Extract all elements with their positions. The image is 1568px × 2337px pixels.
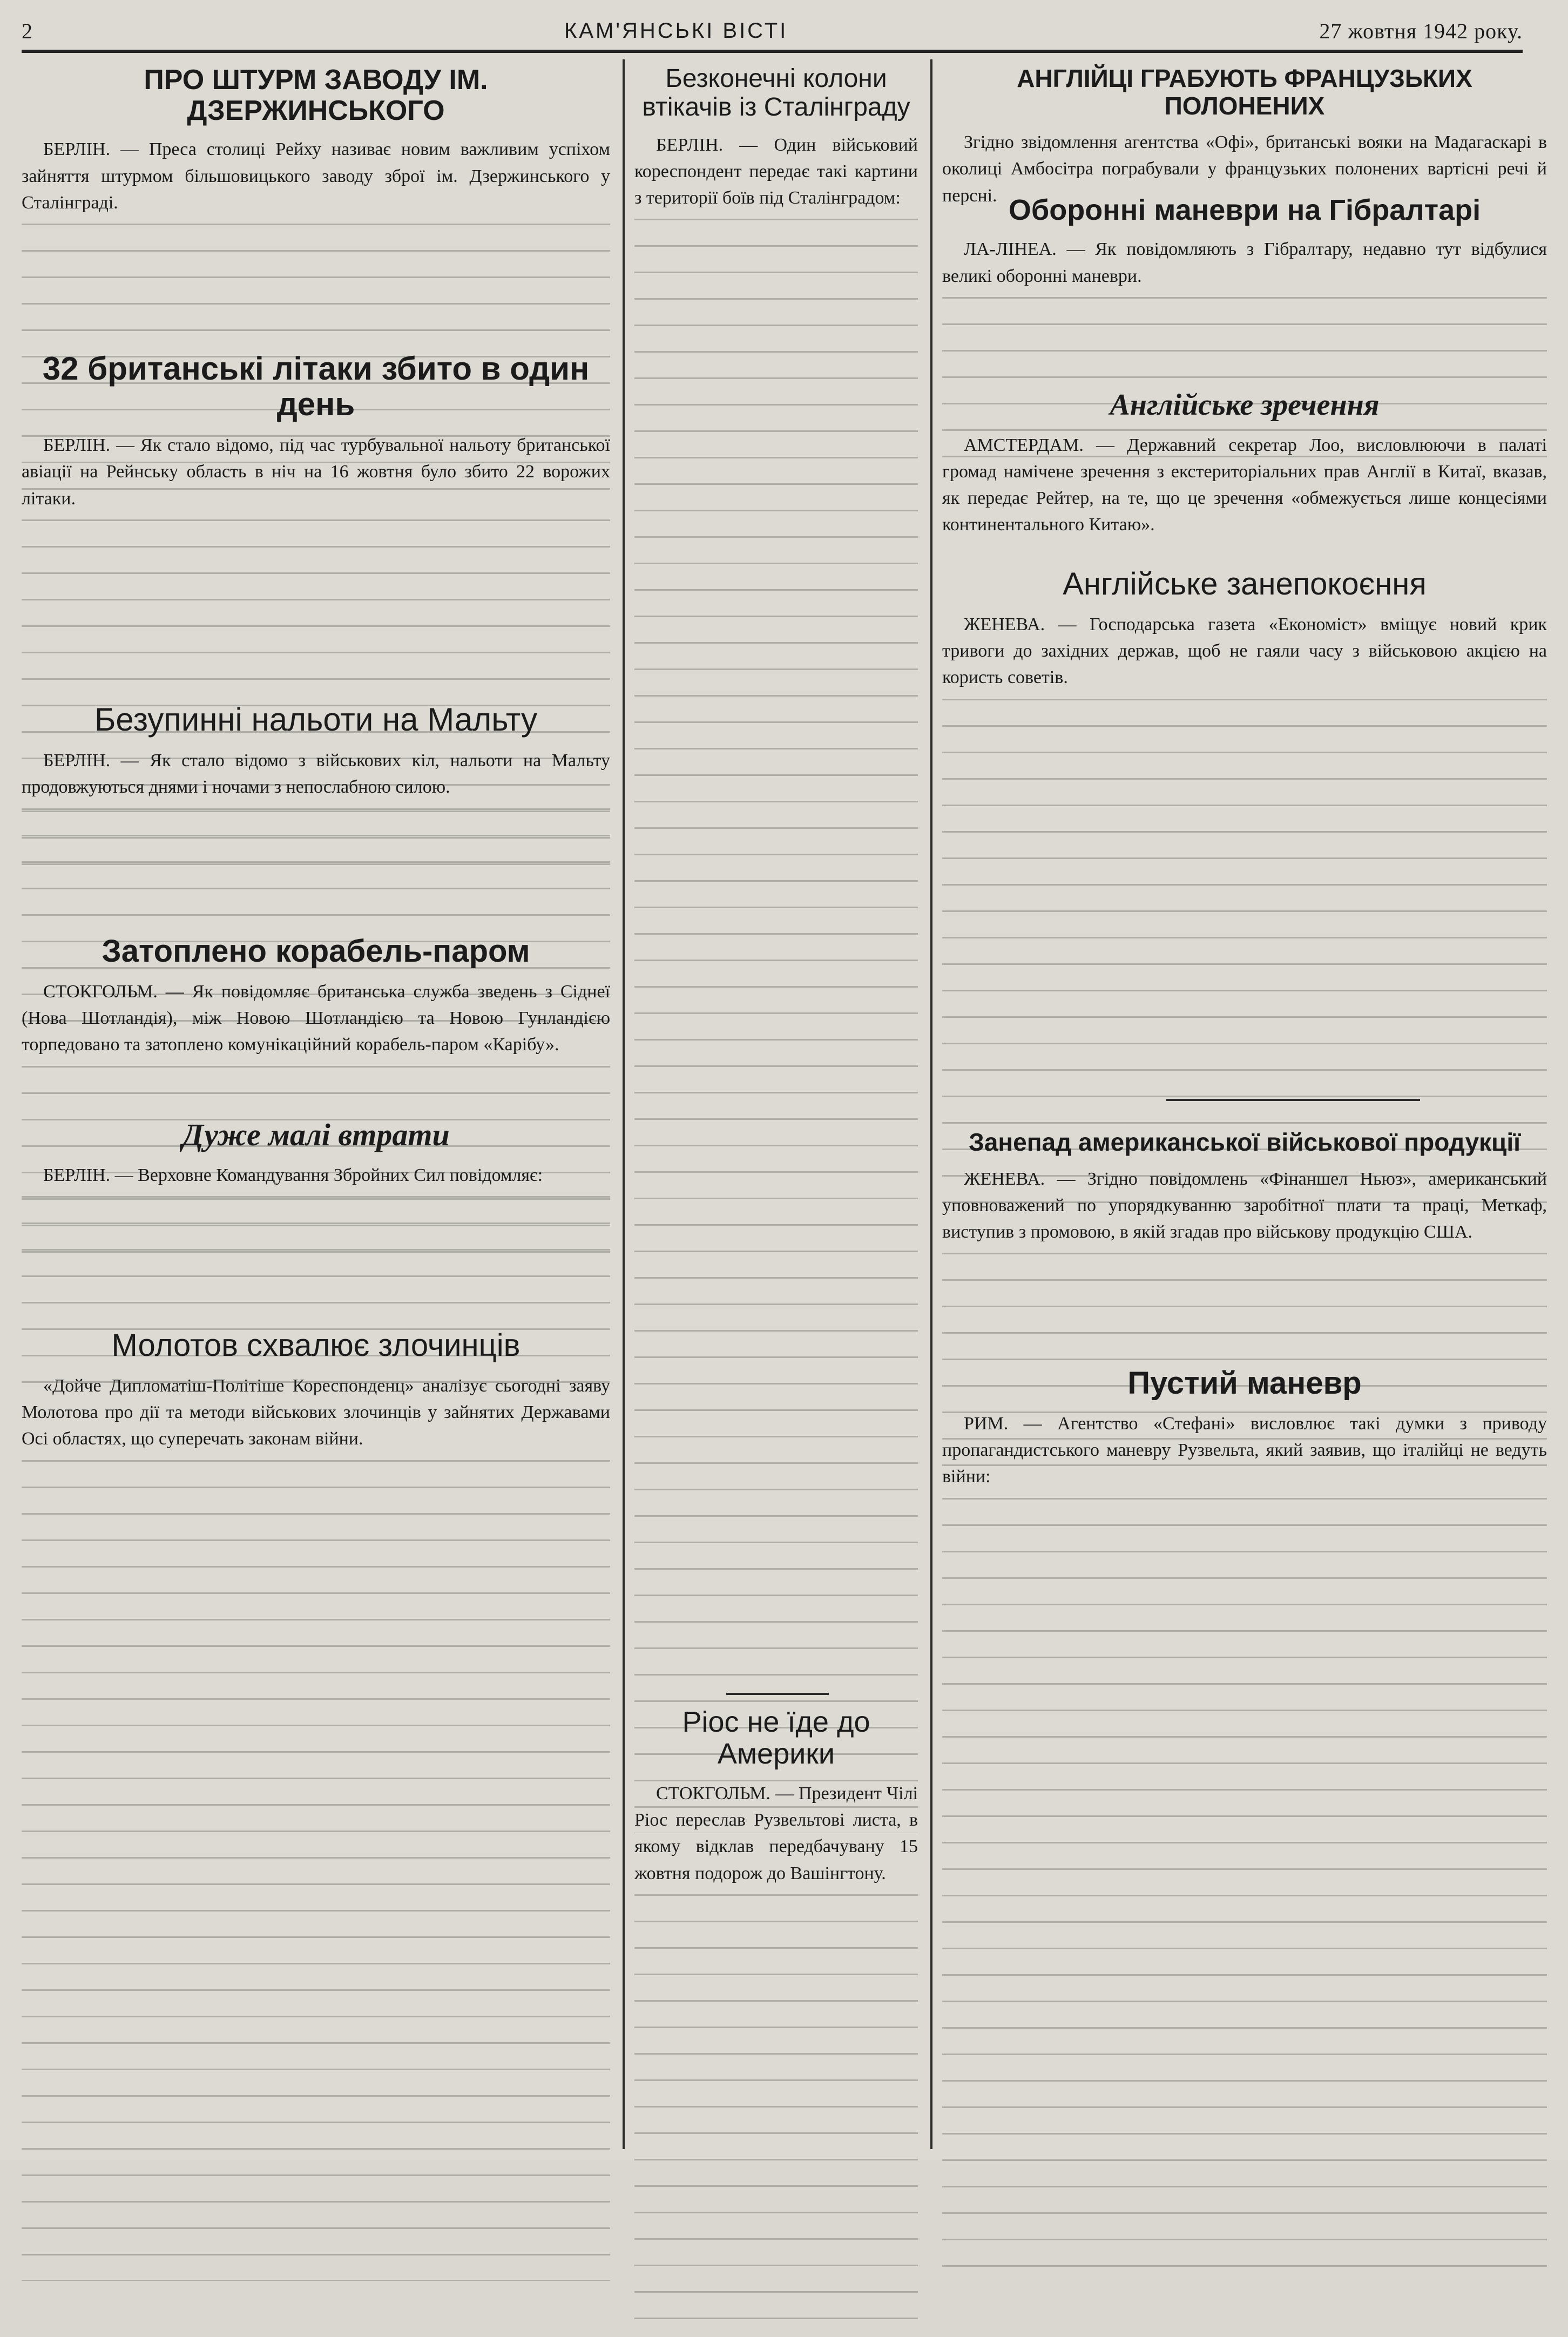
newspaper-title: КАМ'ЯНСЬКІ ВІСТІ xyxy=(564,18,788,43)
text-body-molotov xyxy=(22,1460,610,2281)
lede-anxiety: ЖЕНЕВА. — Господарська газета «Економіст» вміщує новий крик тривоги до західних держав, щоб не гаяли часу з військовою акцією на користь советів. xyxy=(942,614,1547,688)
lede-gibraltar: ЛА-ЛІНЕА. — Як повідомляють з Гібралтару, недавно тут відбулися великі оборонні маневри. xyxy=(942,239,1547,286)
column-rule-2 xyxy=(930,59,932,2149)
headline-dzerzhinsky: ПРО ШТУРМ ЗАВОДУ ІМ. ДЗЕРЖИНСЬКОГО xyxy=(144,64,488,127)
article-english-rob xyxy=(942,64,1547,206)
article-molotov xyxy=(22,1328,610,2149)
masthead xyxy=(22,12,1523,53)
headline-anxiety: Англійське занепокоєння xyxy=(1063,566,1427,602)
article-stalingrad-columns xyxy=(634,65,918,1679)
lede-empty-maneuver: РИМ. — Агентство «Стефані» висловлює такі думки з приводу пропагандистського маневру Рузвельта, який заявив, що італійці не ведуть війни: xyxy=(942,1413,1547,1487)
headline-small-losses: Дуже малі втрати xyxy=(182,1117,450,1152)
lede-rios: СТОКГОЛЬМ. — Президент Чілі Ріос переслав Рузвельтові листа, в якому відклав передбачувану 15 жовтня подорож до Вашінгтону. xyxy=(634,1783,918,1883)
column-rule-1 xyxy=(623,59,625,2149)
lede-small-losses: БЕРЛІН. — Верховне Командування Збройних Сил повідомляє: xyxy=(43,1165,543,1185)
lede-molotov: «Дойче Дипломатіш-Політіше Кореспонденц» аналізує сьогодні заяву Молотова про дії та методи військових злочинців у зайнятих Державами Осі областях, що суперечать законам війни. xyxy=(22,1375,610,1449)
headline-ferry: Затоплено корабель-паром xyxy=(102,934,530,969)
lede-english-rob: Згідно звідомлення агентства «Офі», британські вояки на Мадагаскарі в околиці Амбосітра пограбували у французьких полонених вартісні речі й персні. xyxy=(942,132,1547,206)
article-us-production xyxy=(942,1129,1547,1366)
article-renunciation xyxy=(942,389,1547,567)
article-rios xyxy=(634,1706,918,2149)
lede-british-planes: БЕРЛІН. — Як стало відомо, під час турбувальної нальоту британської авіації на Рейнську область в ніч на 16 жовтня було збито 22 ворожих літаки. xyxy=(22,435,610,509)
text-body-rios xyxy=(634,1894,918,2337)
text-body-stalingrad-columns xyxy=(634,219,918,1833)
lede-stalingrad-columns: БЕРЛІН. — Один військовий кореспондент передає такі картини з території боїв під Сталінградом: xyxy=(634,134,918,208)
article-small-losses xyxy=(22,1118,610,1323)
headline-british-planes: 32 британські літаки збито в один день xyxy=(42,350,590,422)
headline-empty-maneuver: Пустий маневр xyxy=(1127,1366,1362,1401)
article-anxiety xyxy=(942,567,1547,1085)
headline-renunciation: Англійське зречення xyxy=(1110,388,1380,422)
issue-date: 27 жовтня 1942 року. xyxy=(1319,18,1523,43)
article-ferry xyxy=(22,934,610,1129)
headline-gibraltar: Оборонні маневри на Гібралтарі xyxy=(1008,194,1481,226)
lede-malta: БЕРЛІН. — Як стало відомо з військових кіл, нальоти на Мальту продовжуються днями і ночами з непослабною силою. xyxy=(22,751,610,798)
headline-us-production: Занепад американської військової продукції xyxy=(968,1128,1521,1156)
headline-molotov: Молотов схвалює злочинців xyxy=(111,1328,521,1363)
article-british-planes xyxy=(22,351,610,697)
headline-rios: Ріос не їде до Америки xyxy=(682,1706,870,1771)
lede-us-production: ЖЕНЕВА. — Згідно повідомлень «Фінаншел Ньюз», американський уповноважений по упорядкуванню заробітної плати та праці, Меткаф, виступив з промовою, в якій згадав про військову продукцію США. xyxy=(942,1168,1547,1242)
article-dzerzhinsky xyxy=(22,65,610,346)
headline-stalingrad-columns: Безконечні колони втікачів із Сталінграду xyxy=(642,64,910,121)
lede-renunciation: АМСТЕРДАМ. — Державний секретар Лоо, висловлюючи в палаті громад намічене зречення з екстериторіальних прав Англії в Китаї, вказав, як передає Рейтер, на те, що це зречення «обмежується лише концесіями континентального Китаю». xyxy=(942,435,1547,535)
lede-dzerzhinsky: БЕРЛІН. — Преса столиці Рейху називає новим важливим успіхом зайняття штурмом більшовицького заводу зброї ім. Дзержинського у Сталінграді. xyxy=(22,139,610,213)
article-gibraltar xyxy=(942,194,1547,378)
text-body-empty-maneuver xyxy=(942,1498,1547,2281)
page-number: 2 xyxy=(22,18,33,43)
lede-ferry: СТОКГОЛЬМ. — Як повідомляє британська служба зведень з Сіднеї (Нова Шотландія), між Новою Шотландією та Новою Гунландією торпедовано та затоплено комунікаційний корабель-паром «Карібу». xyxy=(22,981,610,1055)
headline-malta: Безупинні нальоти на Мальту xyxy=(94,701,537,738)
article-empty-maneuver xyxy=(942,1366,1547,2149)
headline-english-rob: АНГЛІЙЦІ ГРАБУЮТЬ ФРАНЦУЗЬКИХ ПОЛОНЕНИХ xyxy=(1017,64,1472,120)
article-malta xyxy=(22,702,610,929)
